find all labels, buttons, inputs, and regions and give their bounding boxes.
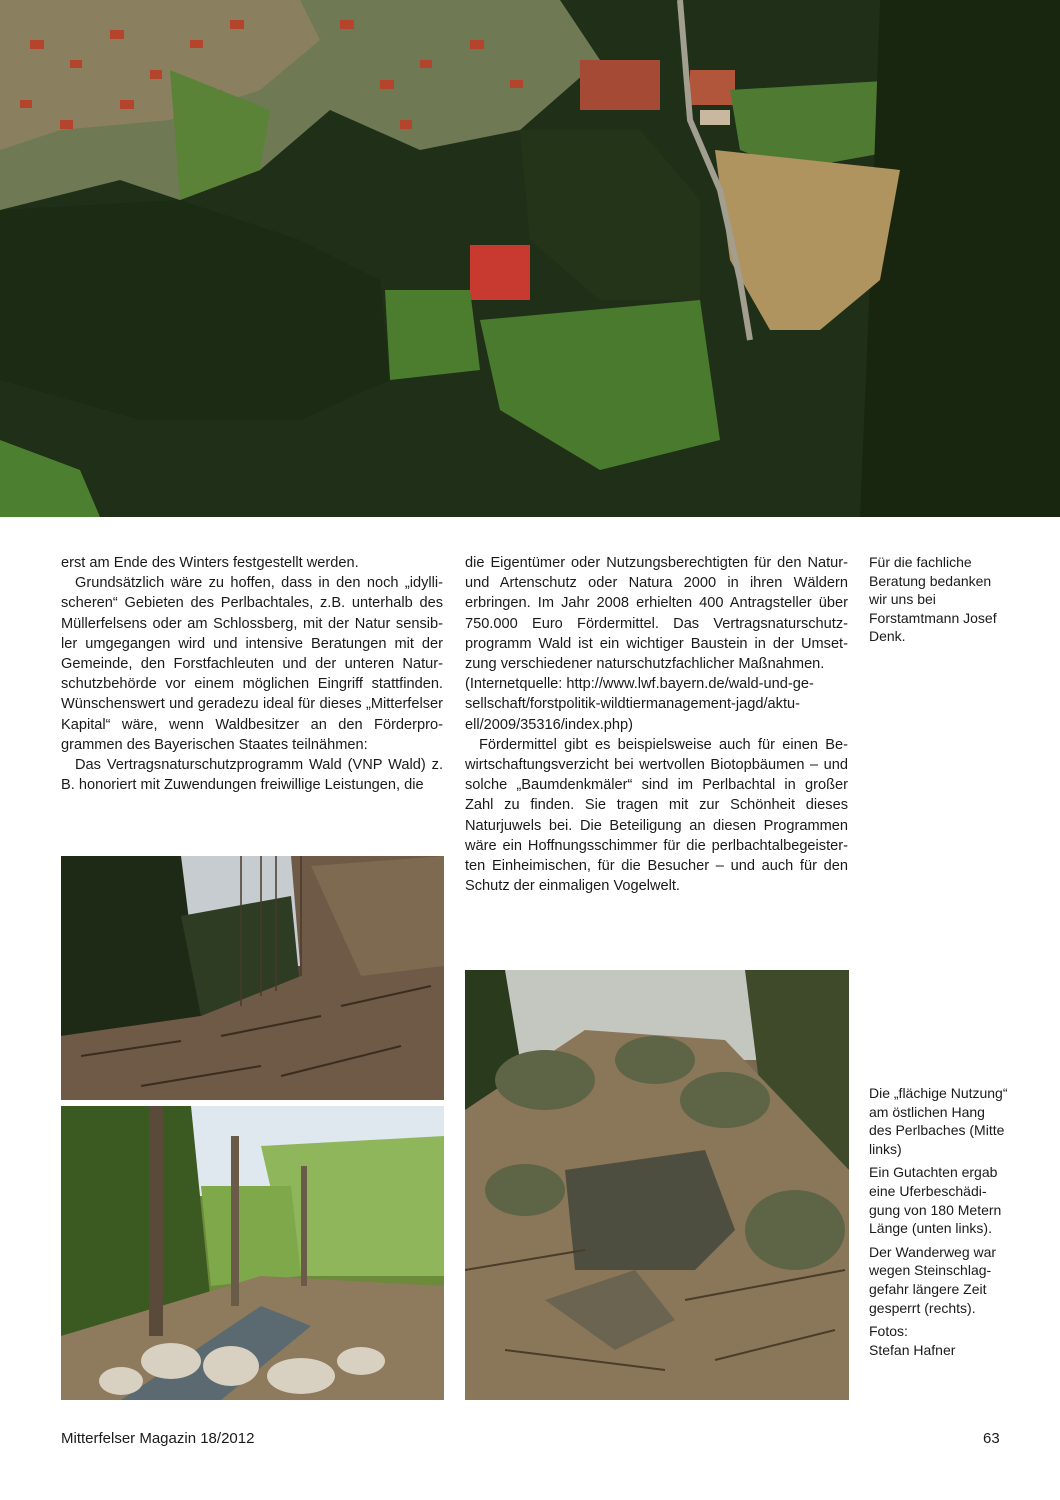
photo-credit (869, 1322, 1009, 1359)
credit-name: Stefan Hafner (869, 1341, 956, 1358)
source-reference: (Internetquelle: http://www.lwf.bayern.de/wald-und-gesellschaft/forstpolitik-wildtiermanagement-jagd/aktuell/2009/35316/index.php) (465, 676, 814, 733)
paragraph: Das Vertragsnaturschutzprogramm Wald (VNP Wald) z. B. honoriert mit Zuwendungen freiwillige Leistungen, die (61, 757, 443, 794)
thanks-text: Für die fachliche Beratung bedanken wir uns bei Forstamtmann Josef Denk. (869, 554, 997, 645)
article-column-left (61, 553, 443, 795)
credit-label: Fotos: (869, 1323, 908, 1340)
paragraph: die Eigentümer oder Nutzungsberechtigten für den Natur- und Artenschutz oder Natura 2000 in ihren Wäldern erbringen. Im Jahr 2008 erhielten 400 Antragsteller über 750.000 Euro Fördermittel. Das Vertragsnaturschutzprogramm Wald ist ein wichtiger Baustein in der Umsetzung verschiedener naturschutzfachlicher Maßnahmen. (465, 555, 848, 673)
page-number: 63 (983, 1430, 1000, 1447)
paragraph: erst am Ende des Winters festgestellt werden. (61, 555, 359, 571)
photo-creek-bank (61, 1106, 444, 1400)
acknowledgement-note (869, 553, 1009, 651)
caption-right: Der Wanderweg war wegen Steinschlaggefahr längere Zeit gesperrt (rechts). (869, 1243, 997, 1316)
photo-captions (869, 1084, 1009, 1359)
magazine-issue: Mitterfelser Magazin 18/2012 (61, 1430, 255, 1447)
photo-rockfall-trail (465, 970, 849, 1400)
paragraph: Grundsätzlich wäre zu hoffen, dass in den noch „idyllischeren“ Gebieten des Perlbachtales, z.B. unterhalb des Müllerfelsens oder am Schlossberg, mit der Natur sensibler umgegangen wird und intensive Beratungen mit der Gemeinde, den Forstfachleuten und der unteren Naturschutzbehörde vor einem möglichen Eingriff stattfinden. Wünschenswert und geradezu ideal für dieses „Mitterfelser Kapital“ wäre, wenn Waldbesitzer an den Förderprogrammen des Bayerischen Staates teilnähmen: (61, 575, 443, 753)
caption-middle-left: Die „flächige Nutzung“ am östlichen Hang des Perlbaches (Mitte links) (869, 1085, 1008, 1157)
aerial-photo (0, 0, 1060, 517)
photo-clearcut-slope (61, 856, 444, 1100)
caption-bottom-left: Ein Gutachten ergab eine Uferbeschädigung von 180 Metern Länge (unten links). (869, 1164, 1002, 1237)
article-column-middle (465, 553, 848, 896)
paragraph: Fördermittel gibt es beispielsweise auch für einen Bewirtschaftungsverzicht bei wertvollen Biotopbäumen – und solche „Baumdenkmäler“ sind im Perlbachtal in großer Zahl zu finden. Sie tragen mit zur Schönheit dieses Naturjuwels bei. Die Beteiligung an diesen Programmen wäre ein Hoffnungsschimmer für die perlbachtalbegeisterten Einheimischen, für die Besucher – und auch für den Schutz der einmaligen Vogelwelt. (465, 736, 848, 895)
